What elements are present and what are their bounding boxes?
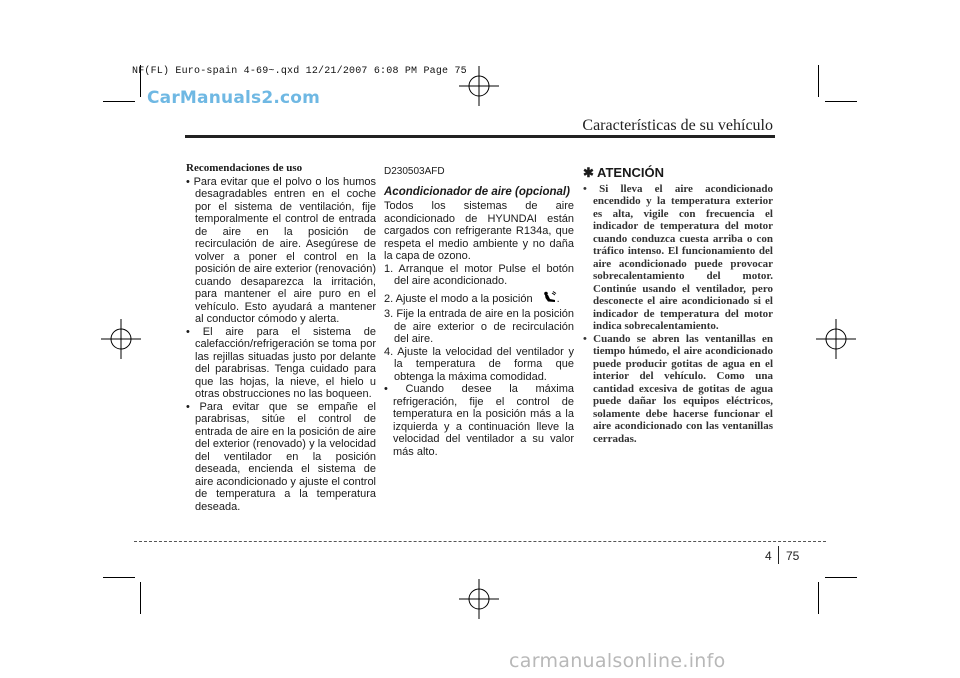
watermark-top[interactable]: CarManuals2.com — [147, 88, 321, 108]
crop-mark — [825, 101, 857, 102]
warning-title: ✱ ATENCIÓN — [583, 165, 664, 180]
registration-mark-icon — [816, 319, 856, 359]
crop-mark — [103, 101, 135, 102]
list-item: • Para evitar que se empañe el parabrisas, sitúe el control de entrada de aire en la posición de aire del exterior (renovado) y la velocidad del ventilador en la posición deseada, encienda el sistema de aire acondicionado y ajuste el control de temperatura a la temperatura deseada. — [186, 400, 377, 513]
crop-mark — [818, 65, 819, 97]
page-number-divider — [778, 546, 779, 564]
crop-mark — [140, 582, 141, 614]
crop-mark — [825, 577, 857, 578]
header-rule — [185, 135, 775, 138]
section-heading: Recomendaciones de uso — [186, 162, 303, 174]
intro-paragraph: Todos los sistemas de aire acondicionado de HYUNDAI están cargados con refrigerante R134a, que respeta el medio ambiente y no daña la capa de ozono. — [384, 200, 574, 262]
list-item: • Para evitar que el polvo o los humos desagradables entren en el coche por el sistema de ventilación, fije temporalmente el control de entrada de aire en la posición de recirculación de aire. Asegúrese de volver a poner el control en la posición de aire exterior (renovación) cuando desaparezca la irritación, para mantener el aire puro en el vehículo. Esto ayudará a mantener al conductor cómodo y alerta. — [186, 175, 376, 325]
print-slug: NF(FL) Euro-spain 4-69~.qxd 12/21/2007 6:08 PM Page 75 — [132, 66, 467, 77]
registration-mark-icon — [459, 579, 499, 619]
column-right — [583, 162, 773, 445]
chapter-number: 4 — [765, 549, 772, 563]
floor-mode-icon — [539, 291, 557, 303]
footer-rule — [134, 541, 826, 542]
page-header-title: Características de su vehículo — [582, 117, 773, 134]
list-item: • Cuando desee la máxima refrigeración, fije el control de temperatura en la posición más a la izquierda y a continuación lleve la velocidad del ventilador a su valor más alto. — [384, 383, 574, 458]
watermark-bottom[interactable]: carmanualsonline.info — [509, 650, 726, 672]
page-number: 75 — [786, 549, 800, 563]
list-item: • Si lleva el aire acondicionado encendido y la temperatura exterior es alta, vigile con frecuencia el indicador de temperatura del motor cuando conduzca cuesta arriba o con tráfico intenso. El funcionamiento del aire acondicionado puede provocar sobrecalentamiento del motor. Continúe usando el ventilador, pero desconecte el aire acondicionado si el indicador de temperatura del motor indica sobrecalentamiento. — [583, 182, 774, 332]
column-middle — [384, 162, 574, 458]
crop-mark — [818, 582, 819, 614]
crop-mark — [103, 577, 135, 578]
section-code: D230503AFD — [384, 166, 445, 177]
list-item: 3. Fije la entrada de aire en la posición de aire exterior o de recirculación del aire. — [384, 308, 574, 345]
section-title: Acondicionador de aire (opcional) — [384, 185, 570, 198]
list-item: 2. Ajuste el modo a la posición . — [384, 292, 560, 305]
warning-list — [583, 183, 773, 446]
warning-star-icon: ✱ — [583, 165, 594, 180]
column-left — [186, 162, 376, 513]
list-item: 1. Arranque el motor Pulse el botón del aire acondicionado. — [384, 262, 574, 287]
bullet-list — [186, 176, 376, 514]
steps-list — [384, 263, 574, 384]
registration-mark-icon — [101, 319, 141, 359]
bullet-list — [384, 383, 574, 458]
list-item: • El aire para el sistema de calefacción/refrigeración se toma por las rejillas situadas justo por delante del parabrisas. Tenga cuidado para que las hojas, la nieve, el hielo u otras obstrucciones no las boqueen. — [186, 325, 376, 400]
list-item: • Cuando se abren las ventanillas en tiempo húmedo, el aire acondicionado puede producir gotitas de agua en el interior del vehículo. Como una cantidad excesiva de gotitas de agua puede dañar los equipos eléctricos, solamente debe hacerse funcionar el aire acondicionado con las ventanillas cerradas. — [583, 332, 773, 445]
list-item: 4. Ajuste la velocidad del ventilador y la temperatura de forma que obtenga la máxima comodidad. — [384, 345, 574, 383]
